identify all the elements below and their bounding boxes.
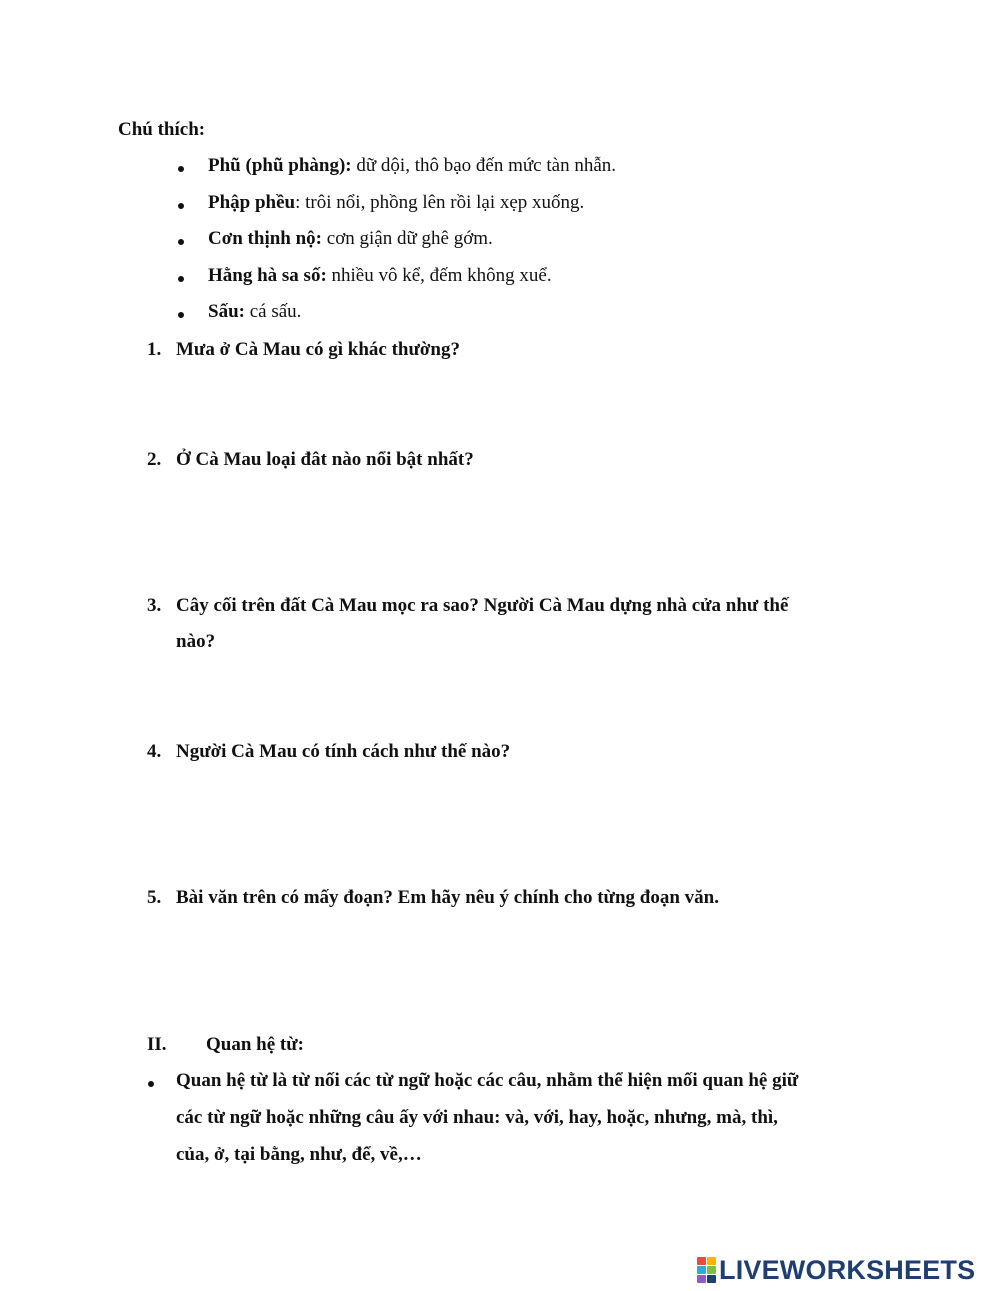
- logo-blocks-icon: [697, 1257, 716, 1283]
- note-item: [208, 192, 584, 214]
- note-definition: : trôi nổi, phồng lên rồi lại xẹp xuống.: [295, 192, 585, 213]
- question-text: Ở Cà Mau loại đât nào nổi bật nhất?: [176, 449, 474, 470]
- question-number: 4.: [147, 741, 162, 762]
- section-numeral: II.: [147, 1034, 167, 1055]
- bullet-dot: [178, 203, 184, 209]
- section-body-line: các từ ngữ hoặc những câu ấy với nhau: và, với, hay, hoặc, nhưng, mà, thì,: [176, 1107, 778, 1128]
- note-term: Phũ (phũ phàng):: [208, 155, 352, 176]
- question-text: Mưa ở Cà Mau có gì khác thường?: [176, 339, 460, 360]
- note-term: Hằng hà sa số:: [208, 265, 327, 286]
- note-term: Sấu:: [208, 301, 245, 322]
- note-item: [208, 301, 301, 323]
- liveworksheets-logo: [697, 1256, 975, 1284]
- note-item: [208, 265, 552, 287]
- note-item: [208, 228, 493, 250]
- note-definition: cơn giận dữ ghê gớm.: [322, 228, 493, 249]
- question-text: Cây cối trên đất Cà Mau mọc ra sao? Người Cà Mau dựng nhà cửa như thế: [176, 595, 789, 616]
- bullet-dot: [148, 1081, 154, 1087]
- section-body-line: của, ở, tại bằng, như, để, về,…: [176, 1144, 422, 1165]
- question-text: Người Cà Mau có tính cách như thế nào?: [176, 741, 511, 762]
- section-title: Quan hệ từ:: [206, 1034, 304, 1055]
- bullet-dot: [178, 166, 184, 172]
- bullet-dot: [178, 276, 184, 282]
- note-definition: cá sấu.: [244, 301, 302, 322]
- question-text: Bài văn trên có mấy đoạn? Em hãy nêu ý chính cho từng đoạn văn.: [176, 887, 719, 908]
- question-number: 1.: [147, 339, 162, 360]
- notes-heading: Chú thích:: [118, 119, 206, 140]
- question-number: 2.: [147, 449, 162, 470]
- question-number: 5.: [147, 887, 162, 908]
- bullet-dot: [178, 239, 184, 245]
- note-definition: dữ dội, thô bạo đến mức tàn nhẫn.: [351, 155, 617, 176]
- logo-text: LIVEWORKSHEETS: [719, 1254, 976, 1285]
- section-body-line: Quan hệ từ là từ nối các từ ngữ hoặc các câu, nhằm thể hiện mối quan hệ giữ: [176, 1070, 799, 1091]
- question-text-continued: nào?: [176, 631, 216, 652]
- note-term: Cơn thịnh nộ:: [208, 228, 323, 249]
- note-item: [208, 155, 616, 177]
- question-number: 3.: [147, 595, 162, 616]
- note-definition: nhiều vô kể, đếm không xuể.: [326, 265, 552, 286]
- note-term: Phập phều: [208, 192, 296, 213]
- bullet-dot: [178, 312, 184, 318]
